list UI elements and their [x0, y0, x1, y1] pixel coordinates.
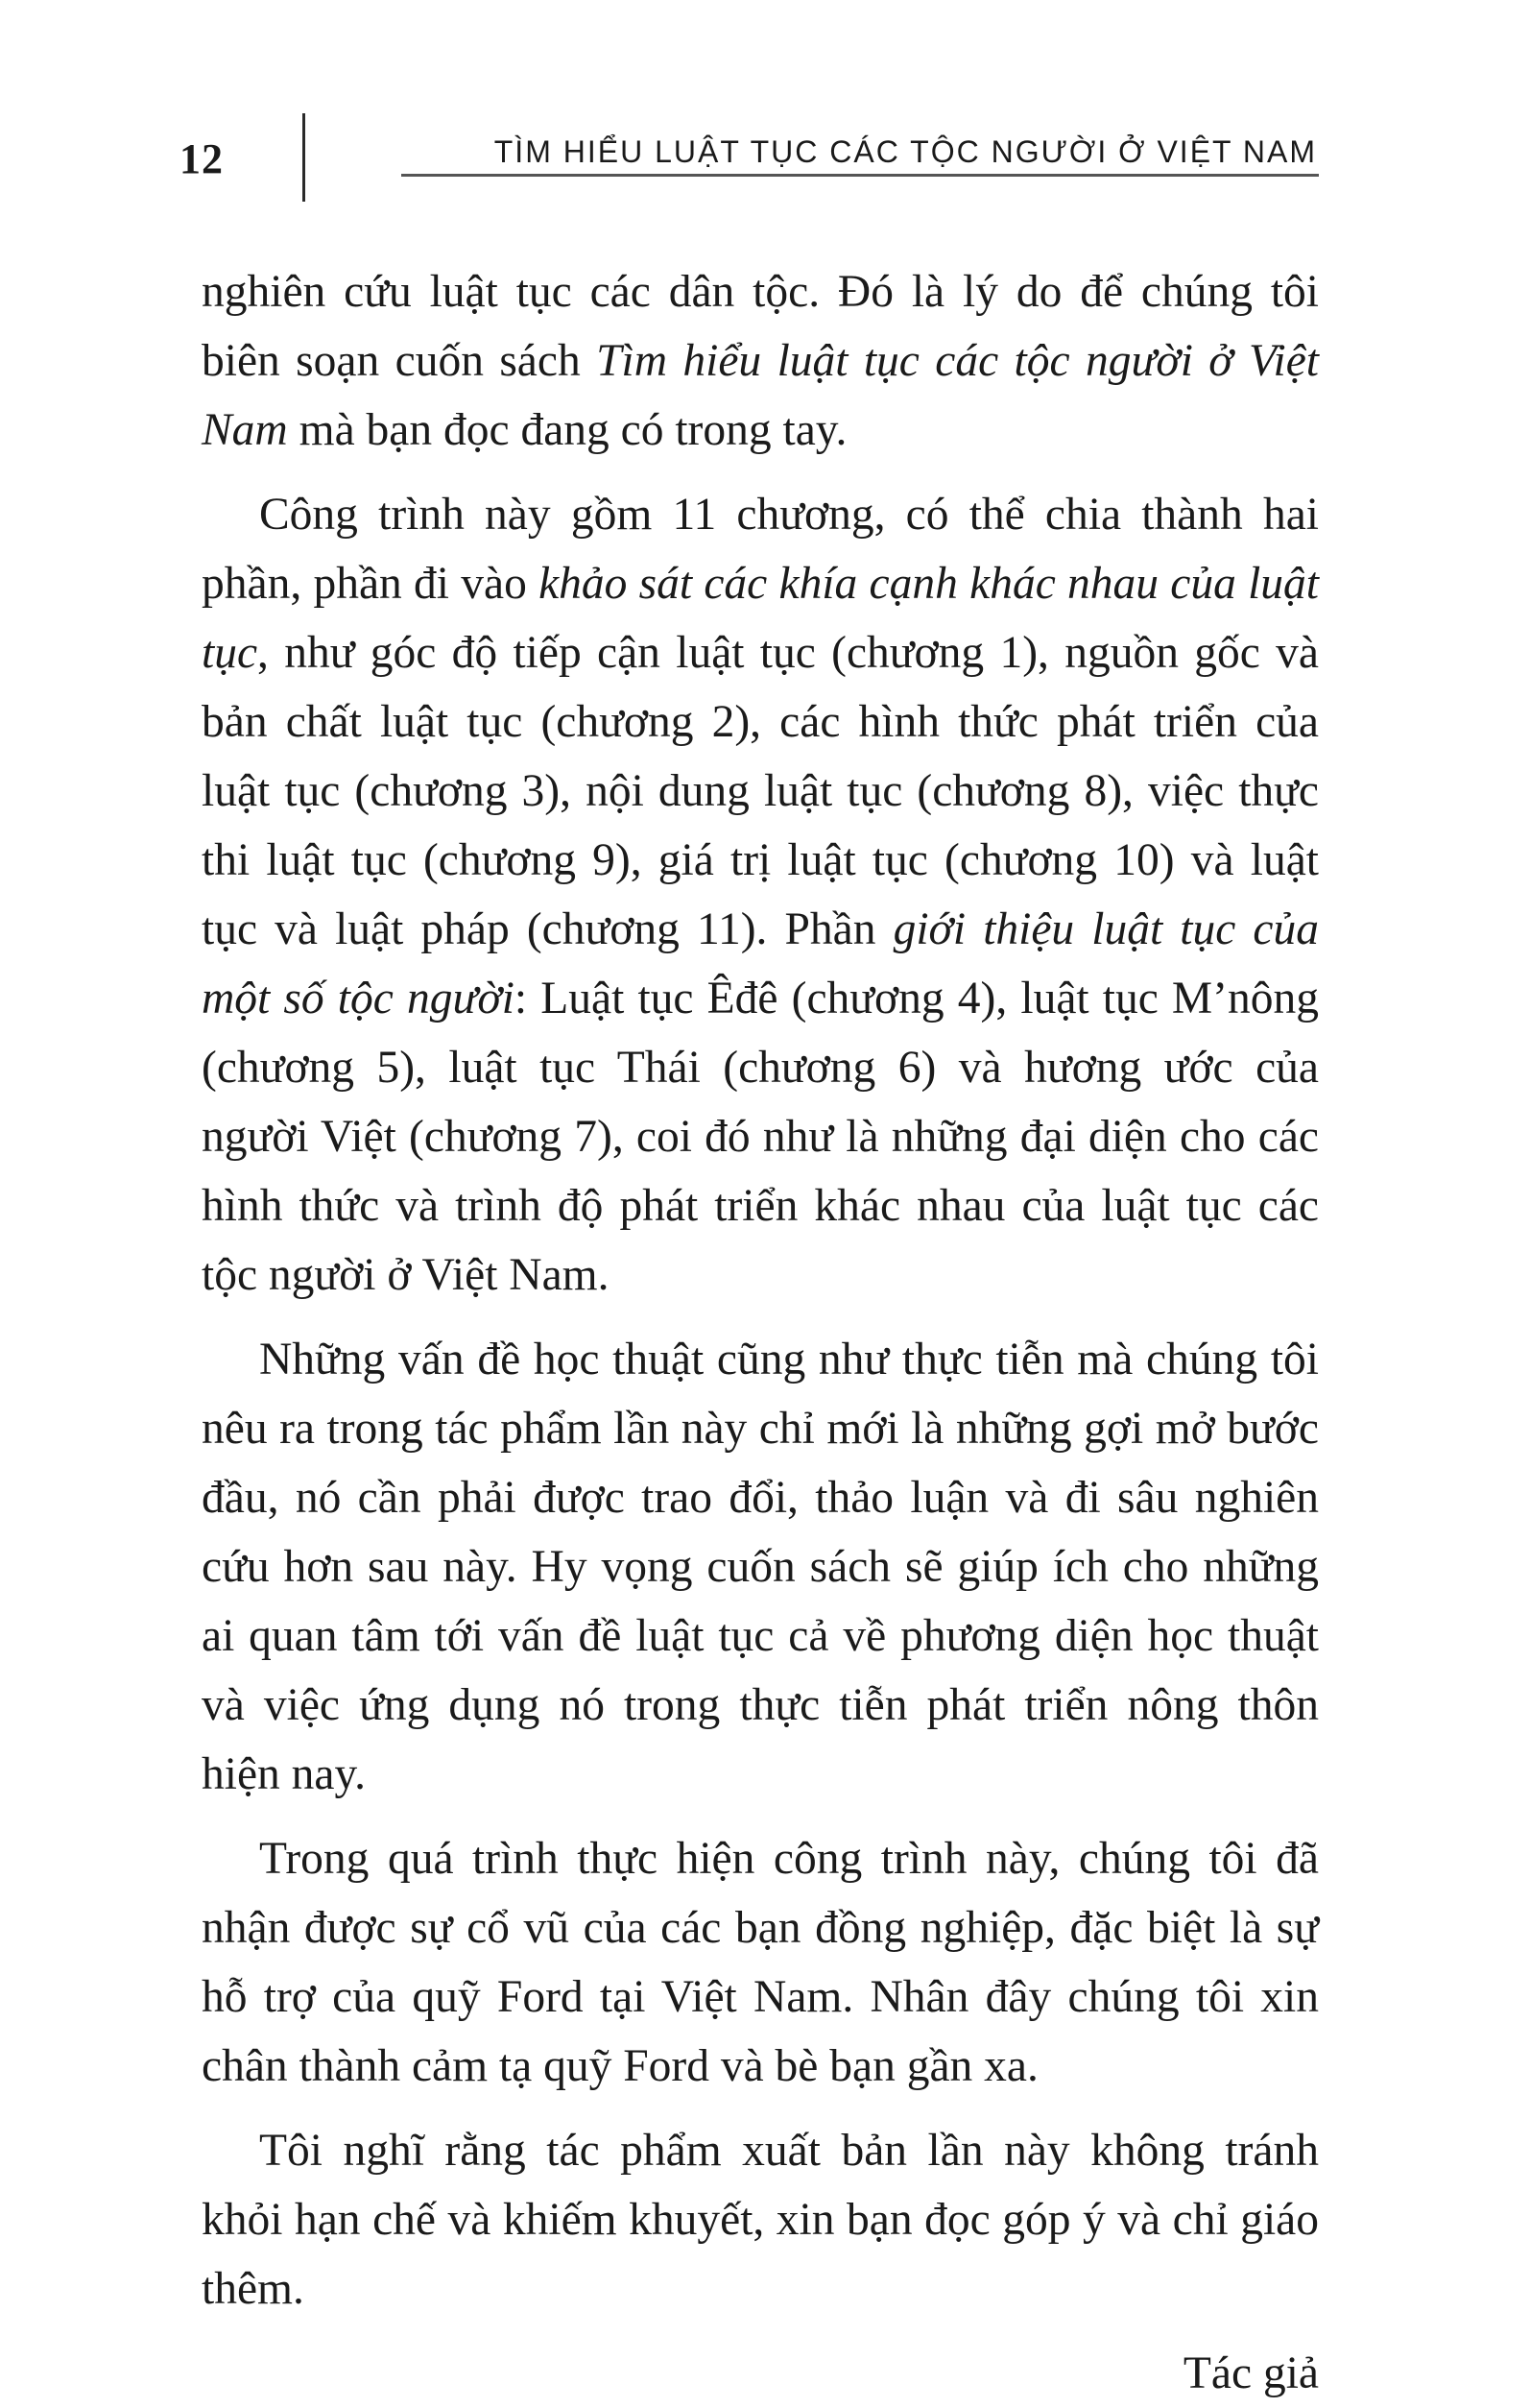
paragraph-2	[202, 480, 1319, 1310]
author-signature: Tác giả	[1183, 2348, 1319, 2398]
text-run: Tôi nghĩ rằng tác phẩm xuất bản lần này không tránh khỏi hạn chế và khiếm khuyết, xin bạn đọc góp ý và chỉ giáo thêm.	[202, 2126, 1319, 2314]
text-run: , như góc độ tiếp cận luật tục (chương 1), nguồn gốc và bản chất luật tục (chương 2), các hình thức phát triển của luật tục (chương 3), nội dung luật tục (chương 8), việc thực thi luật tục (chương 9), giá trị luật tục (chương 10) và luật tục và luật pháp (chương 11). Phần	[202, 628, 1319, 954]
body-text	[202, 257, 1319, 2408]
text-run: Những vấn đề học thuật cũng như thực tiễn mà chúng tôi nêu ra trong tác phẩm lần này chỉ mới là những gợi mở bước đầu, nó cần phải được trao đổi, thảo luận và đi sâu nghiên cứu hơn sau này. Hy vọng cuốn sách sẽ giúp ích cho những ai quan tâm tới vấn đề luật tục cả về phương diện học thuật và việc ứng dụng nó trong thực tiễn phát triển nông thôn hiện nay.	[202, 1335, 1319, 1799]
paragraph-5	[202, 2116, 1319, 2324]
paragraph-3	[202, 1325, 1319, 1809]
running-header-title: TÌM HIỂU LUẬT TỤC CÁC TỘC NGƯỜI Ở VIỆT NAM	[493, 134, 1317, 169]
text-run: nghiên cứu luật tục các dân tộc. Đó là lý do để chúng tôi biên soạn cuốn sách	[202, 267, 1319, 386]
text-run: Công trình này gồm 11 chương, có thể chia thành hai phần, phần đi vào	[202, 490, 1319, 609]
italic-text-run: giới thiệu luật tục của một số tộc người	[202, 904, 1319, 1023]
italic-text-run: khảo sát các khía cạnh khác nhau của luật tục	[202, 559, 1320, 678]
header-divider-vertical	[302, 113, 305, 202]
text-run: Trong quá trình thực hiện công trình này, chúng tôi đã nhận được sự cổ vũ của các bạn đồng nghiệp, đặc biệt là sự hỗ trợ của quỹ Ford tại Việt Nam. Nhân đây chúng tôi xin chân thành cảm tạ quỹ Ford và bè bạn gần xa.	[202, 1834, 1319, 2091]
header-rule	[401, 174, 1319, 177]
text-run: : Luật tục Êđê (chương 4), luật tục M’nông (chương 5), luật tục Thái (chương 6) và hương ước của người Việt (chương 7), coi đó như là những đại diện cho các hình thức và trình độ phát triển khác nhau của luật tục các tộc người ở Việt Nam.	[202, 974, 1319, 1300]
italic-text-run: Tìm hiểu luật tục các tộc người ở Việt Nam	[202, 336, 1319, 455]
paragraph-4	[202, 1824, 1319, 2101]
text-run: mà bạn đọc đang có trong tay.	[287, 405, 848, 455]
paragraph-1	[202, 257, 1319, 465]
page-number: 12	[179, 135, 224, 182]
